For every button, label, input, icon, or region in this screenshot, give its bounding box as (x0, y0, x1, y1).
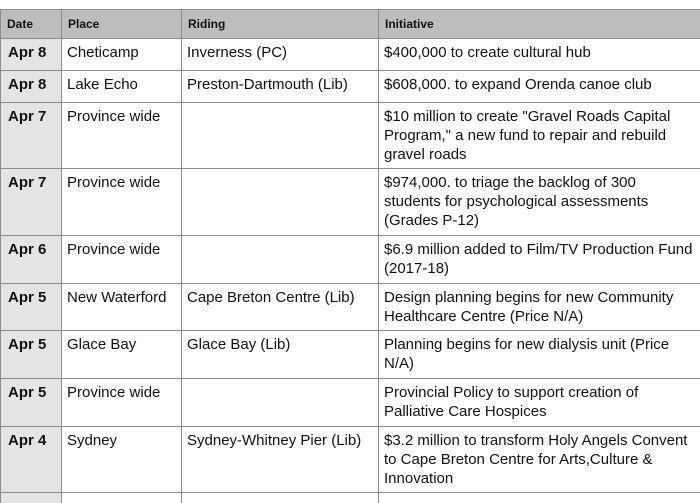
table-row (1, 71, 700, 103)
cell-initiative: Planning begins for new dialysis unit (Price N/A) (379, 331, 700, 379)
cell-date: Apr 5 (1, 331, 62, 379)
cell-place: Cheticamp (62, 39, 182, 71)
cell-place: Province wide (62, 236, 182, 284)
table-row (1, 169, 700, 236)
table-row (1, 39, 700, 71)
cell-riding: Sydney-Whitney Pier (Lib) (182, 427, 379, 493)
cell-date: Apr 5 (1, 284, 62, 331)
cell-initiative: $608,000. to expand Orenda canoe club (379, 71, 700, 103)
cell-date: Apr 5 (1, 379, 62, 427)
cell-date: Apr 7 (1, 169, 62, 236)
cell-initiative: $974,000. to triage the backlog of 300 students for psychological assessments (Grades P-12) (379, 169, 700, 236)
table-header-row (1, 10, 700, 39)
header-initiative: Initiative (379, 10, 700, 39)
cell-place: Province wide (62, 169, 182, 236)
table-row (1, 331, 700, 379)
cell-date (1, 493, 62, 503)
cell-date: Apr 6 (1, 236, 62, 284)
header-date: Date (1, 10, 62, 39)
cell-place (62, 493, 182, 503)
cell-riding: Glace Bay (Lib) (182, 331, 379, 379)
cell-initiative: Design planning begins for new Community Healthcare Centre (Price N/A) (379, 284, 700, 331)
cell-date: Apr 8 (1, 71, 62, 103)
table-row (1, 493, 700, 503)
cell-place: Lake Echo (62, 71, 182, 103)
cell-place: Province wide (62, 379, 182, 427)
cell-initiative: $10 million to create "Gravel Roads Capital Program," a new fund to repair and rebuild gravel roads (379, 103, 700, 169)
table-row (1, 284, 700, 331)
cell-riding (182, 379, 379, 427)
cell-riding (182, 169, 379, 236)
cell-place: Sydney (62, 427, 182, 493)
cell-riding (182, 236, 379, 284)
table-row (1, 236, 700, 284)
header-riding: Riding (182, 10, 379, 39)
cell-riding: Cape Breton Centre (Lib) (182, 284, 379, 331)
table-row (1, 103, 700, 169)
cell-riding: Inverness (PC) (182, 39, 379, 71)
initiatives-table (0, 9, 700, 503)
table-row (1, 427, 700, 493)
cell-initiative (379, 493, 700, 503)
cell-place: Glace Bay (62, 331, 182, 379)
cell-riding: Preston-Dartmouth (Lib) (182, 71, 379, 103)
cell-date: Apr 7 (1, 103, 62, 169)
cell-initiative: $6.9 million added to Film/TV Production Fund (2017-18) (379, 236, 700, 284)
cell-riding (182, 493, 379, 503)
cell-date: Apr 4 (1, 427, 62, 493)
cell-place: New Waterford (62, 284, 182, 331)
cell-riding (182, 103, 379, 169)
header-place: Place (62, 10, 182, 39)
cell-initiative: Provincial Policy to support creation of Palliative Care Hospices (379, 379, 700, 427)
table-row (1, 379, 700, 427)
cell-place: Province wide (62, 103, 182, 169)
cell-date: Apr 8 (1, 39, 62, 71)
cell-initiative: $3.2 million to transform Holy Angels Convent to Cape Breton Centre for Arts,Culture & Innovation (379, 427, 700, 493)
cell-initiative: $400,000 to create cultural hub (379, 39, 700, 71)
